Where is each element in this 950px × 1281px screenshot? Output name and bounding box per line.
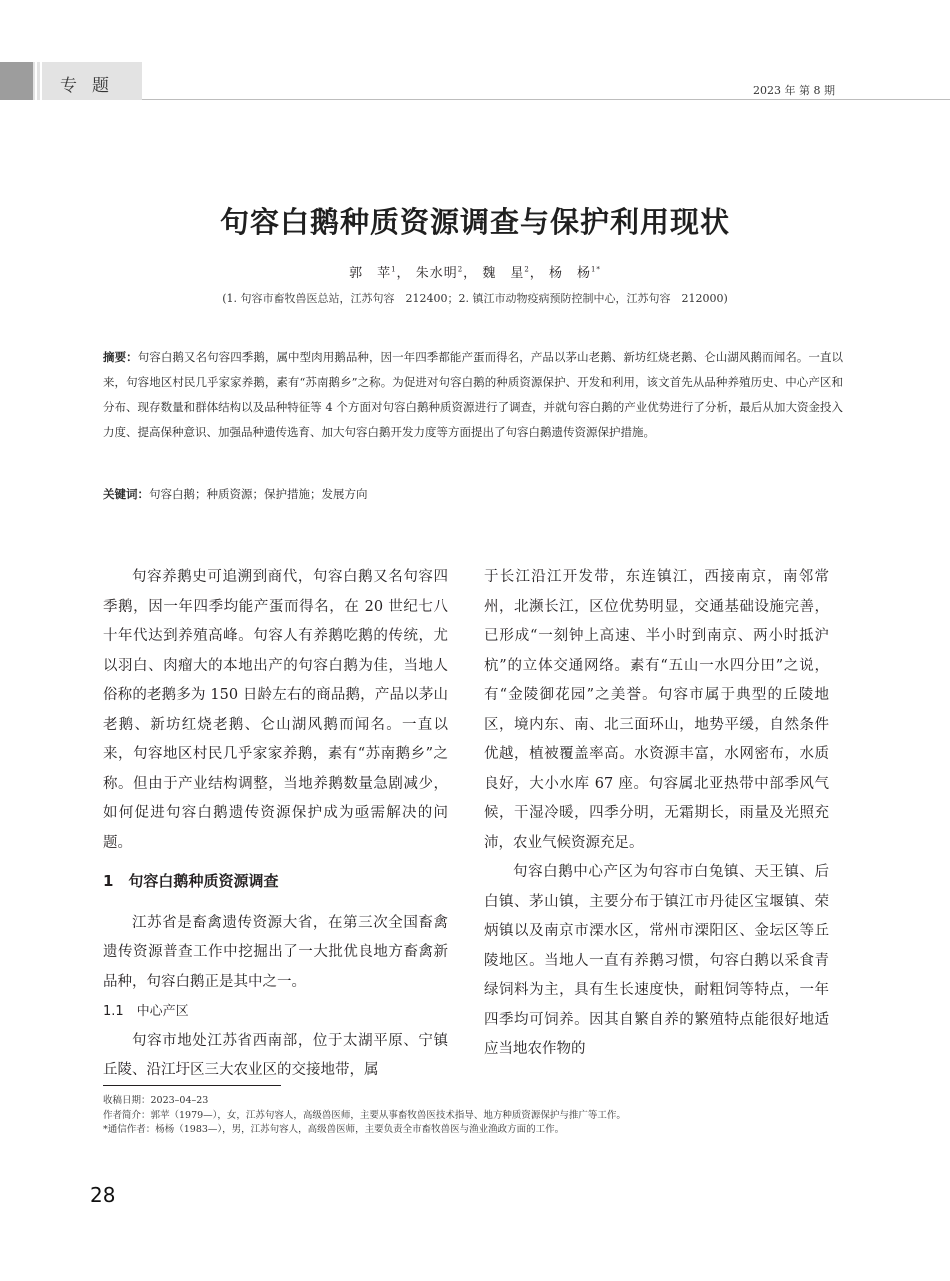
header-accent-block (0, 62, 33, 100)
issue-label: 2023 年 第 8 期 (753, 84, 835, 97)
footnotes (103, 1094, 843, 1138)
abstract (103, 345, 843, 445)
author-mark: 1 (391, 265, 397, 274)
paragraph: 句容白鹅中心产区为句容市白兔镇、天王镇、后白镇、茅山镇，主要分布于镇江市丹徒区宝堰镇、荣炳镇以及南京市溧水区，常州市溧阳区、金坛区等丘陵地区。当地人一直有养鹅习惯，句容白鹅以采食青绿饲料为主，具有生长速度快，耐粗饲等特点，一年四季均可饲养。因其自繁自养的繁殖特点能很好地适应当地农作物的 (484, 864, 829, 1057)
section-label: 专题 (60, 76, 124, 96)
abstract-text: 句容白鹅又名句容四季鹅，属中型肉用鹅品种，因一年四季都能产蛋而得名，产品以茅山老鹅、新坊红烧老鹅、仑山湖风鹅而闻名。一直以来，句容地区村民几乎家家养鹅，素有“苏南鹅乡”之称。为促进对句容白鹅的种质资源保护、开发和利用，该文首先从品种养殖历史、中心产区和分布、现存数量和群体结构以及品种特征等 4 个方面对句容白鹅种质资源进行了调查，并就句容白鹅的产业优势进行了分析，最后从加大资金投入力度、提高保种意识、加强品种遗传选育、加大句容白鹅开发力度等方面提出了句容白鹅遗传资源保护措施。 (103, 350, 844, 439)
author-name: 郭 苹 (349, 266, 392, 281)
author-name: 朱水明 (415, 266, 458, 281)
paragraph: 于长江沿江开发带，东连镇江，西接南京，南邻常州，北濒长江，区位优势明显，交通基础设施完善，已形成“一刻钟上高速、半小时到南京、两小时抵沪杭”的立体交通网络。素有“五山一水四分田”之说，有“金陵御花园”之美誉。句容市属于典型的丘陵地区，境内东、南、北三面环山，地势平缓，自然条件优越，植被覆盖率高。水资源丰富，水网密布，水质良好，大小水库 67 座。句容属北亚热带中部季风气候，干湿冷暖，四季分明，无霜期长，雨量及光照充沛，农业气候资源充足。 (484, 569, 829, 851)
keywords-label: 关键词： (103, 487, 149, 501)
section-heading: 1 句容白鹅种质资源调查 (103, 872, 279, 890)
paragraph: 句容养鹅史可追溯到商代，句容白鹅又名句容四季鹅，因一年四季均能产蛋而得名，在 20 世纪七八十年代达到养殖高峰。句容人有养鹅吃鹅的传统，尤以羽白、肉瘤大的本地出产的句容白鹅为佳，当地人俗称的老鹅多为 150 日龄左右的商品鹅，产品以茅山老鹅、新坊红烧老鹅、仑山湖风鹅而闻名。一直以来，句容地区村民几乎家家养鹅，素有“苏南鹅乡”之称。但由于产业结构调整，当地养鹅数量急剧减少，如何促进句容白鹅遗传资源保护成为亟需解决的问题。 (103, 569, 448, 851)
received-date: 收稿日期：2023–04–23 (103, 1095, 209, 1106)
body-column-right (484, 563, 829, 1065)
author-line: 郭 苹$^1$， 朱水明$^2$， 魏 星$^2$， 杨 杨$^{1*}$ (349, 265, 601, 281)
author-name: 魏 星 (482, 266, 525, 281)
affiliation: (1. 句容市畜牧兽医总站，江苏句容 212400；2. 镇江市动物疫病预防控制中心，江苏句容 212000) (222, 292, 728, 305)
author-name: 杨 杨 (548, 266, 591, 281)
abstract-label: 摘要： (103, 350, 138, 364)
author-mark: 1* (590, 265, 601, 274)
paragraph: 江苏省是畜禽遗传资源大省，在第三次全国畜禽遗传资源普查工作中挖掘出了一大批优良地方畜禽新品种，句容白鹅正是其中之一。 (103, 914, 448, 990)
subsection-heading: 1.1 中心产区 (103, 1004, 189, 1019)
header-divider (40, 62, 42, 100)
author-mark: 2 (524, 265, 530, 274)
corresponding-author: *通信作者：杨杨（1983—），男，江苏句容人，高级兽医师，主要负责全市畜牧兽医与渔业渔政方面的工作。 (103, 1124, 565, 1135)
header-divider (35, 62, 37, 100)
footnote-rule (103, 1085, 281, 1086)
page-number: 28 (90, 1183, 116, 1207)
paragraph: 句容市地处江苏省西南部，位于太湖平原、宁镇丘陵、沿江圩区三大农业区的交接地带，属 (103, 1032, 448, 1078)
body-column-left (103, 563, 448, 1086)
article-title: 句容白鹅种质资源调查与保护利用现状 (219, 205, 730, 239)
author-mark: 2 (457, 265, 464, 274)
keywords-text: 句容白鹅；种质资源；保护措施；发展方向 (149, 487, 368, 501)
author-bio: 作者简介：郭苹（1979—），女，江苏句容人，高级兽医师，主要从事畜牧兽医技术指导、地方种质资源保护与推广等工作。 (103, 1109, 626, 1121)
header-rule (142, 99, 950, 100)
keywords (103, 486, 843, 502)
